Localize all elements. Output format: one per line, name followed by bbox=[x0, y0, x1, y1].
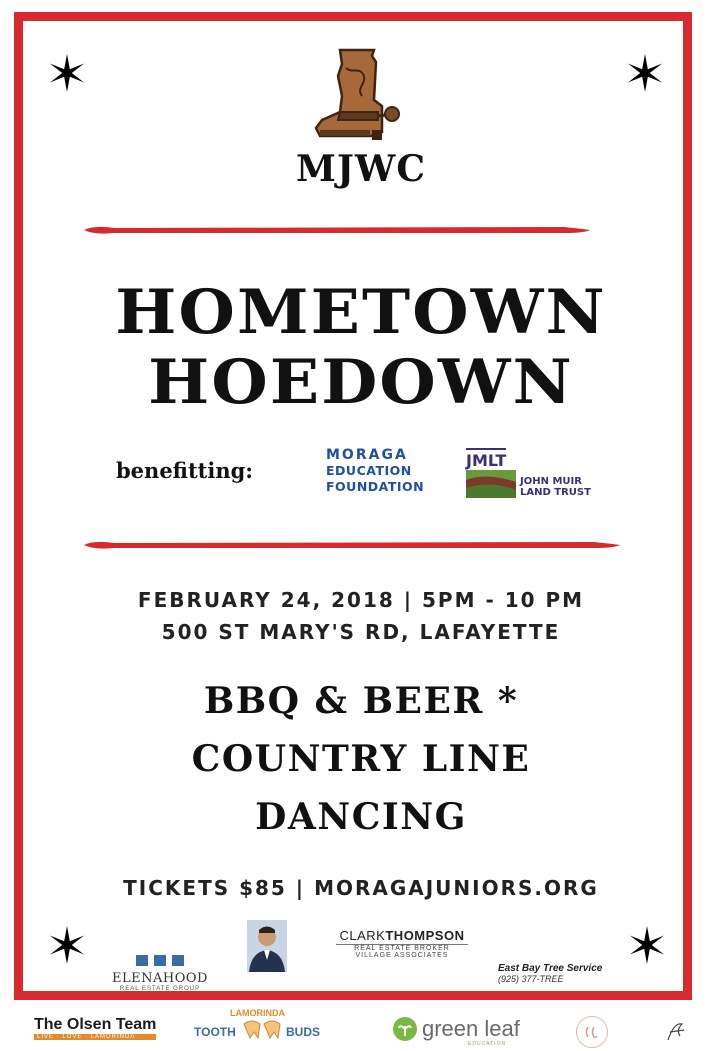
green-leaf-name: green leaf bbox=[422, 1016, 520, 1041]
agent-photo bbox=[247, 920, 287, 972]
tooth-left-label: TOOTH bbox=[194, 1025, 236, 1039]
divider-rule bbox=[84, 222, 590, 236]
highlight-line-2: COUNTRY LINE bbox=[191, 738, 531, 780]
elena-hood-name: ELENAHOOD bbox=[112, 971, 208, 986]
club-name: MJWC bbox=[296, 148, 426, 190]
john-muir-land-trust-logo bbox=[466, 446, 594, 500]
tickets-info: TICKETS $85 | MORAGAJUNIORS.ORG bbox=[123, 876, 599, 900]
tree-service-name: East Bay Tree Service bbox=[498, 963, 603, 974]
cowboy-boot-icon bbox=[312, 46, 404, 142]
star-icon bbox=[48, 926, 86, 964]
olsen-team-name: The Olsen Team bbox=[34, 1016, 157, 1033]
clark-name-b: THOMPSON bbox=[385, 928, 465, 943]
elena-hood-sub: REAL ESTATE GROUP bbox=[119, 986, 201, 992]
tooth-top-label: LAMORINDA bbox=[230, 1008, 285, 1018]
event-title-line-2: HOEDOWN bbox=[148, 347, 574, 418]
event-title-line-1: HOMETOWN bbox=[115, 277, 607, 348]
star-icon bbox=[48, 54, 86, 92]
houses-icon bbox=[134, 952, 186, 966]
moraga-logo-line: EDUCATION bbox=[326, 463, 412, 478]
green-leaf-sub: EDUCATION bbox=[468, 1041, 507, 1047]
star-icon bbox=[628, 926, 666, 964]
moraga-logo-line: MORAGA bbox=[326, 447, 408, 463]
jmlt-name-line-1: JOHN MUIR bbox=[520, 476, 582, 487]
event-date-time: FEBRUARY 24, 2018 | 5PM - 10 PM bbox=[137, 588, 585, 612]
divider-rule bbox=[84, 537, 620, 551]
tree-service-phone: (925) 377-TREE bbox=[498, 974, 564, 984]
jmlt-short: JMLT bbox=[466, 448, 506, 470]
tooth-icon bbox=[242, 1020, 282, 1040]
jmlt-name-line-2: LAND TRUST bbox=[520, 487, 591, 498]
olsen-team-tag: LIVE · LOVE · LAMORINDA bbox=[34, 1034, 156, 1040]
clark-thompson-logo bbox=[318, 928, 486, 959]
highlight-line-1: BBQ & BEER * bbox=[203, 680, 519, 722]
olsen-team-logo bbox=[34, 1016, 156, 1040]
moraga-logo-line: FOUNDATION bbox=[326, 479, 425, 494]
tooth-right-label: BUDS bbox=[286, 1025, 321, 1039]
clark-name-a: CLARK bbox=[339, 928, 386, 943]
monogram-logo bbox=[576, 1016, 608, 1048]
moraga-education-foundation-logo bbox=[326, 447, 438, 495]
benefitting-label: benefitting: bbox=[116, 458, 254, 483]
star-icon bbox=[626, 54, 664, 92]
leaf-icon bbox=[392, 1016, 418, 1042]
script-mark-logo bbox=[664, 1018, 688, 1044]
elena-hood-logo bbox=[112, 952, 208, 992]
clark-sub-1: REAL ESTATE BROKER bbox=[336, 944, 468, 952]
jmlt-hills-icon bbox=[466, 470, 516, 498]
event-address: 500 ST MARY'S RD, LAFAYETTE bbox=[161, 620, 561, 644]
east-bay-tree-service bbox=[498, 963, 602, 984]
highlight-line-3: DANCING bbox=[255, 796, 467, 838]
clark-sub-2: VILLAGE ASSOCIATES bbox=[355, 952, 449, 959]
